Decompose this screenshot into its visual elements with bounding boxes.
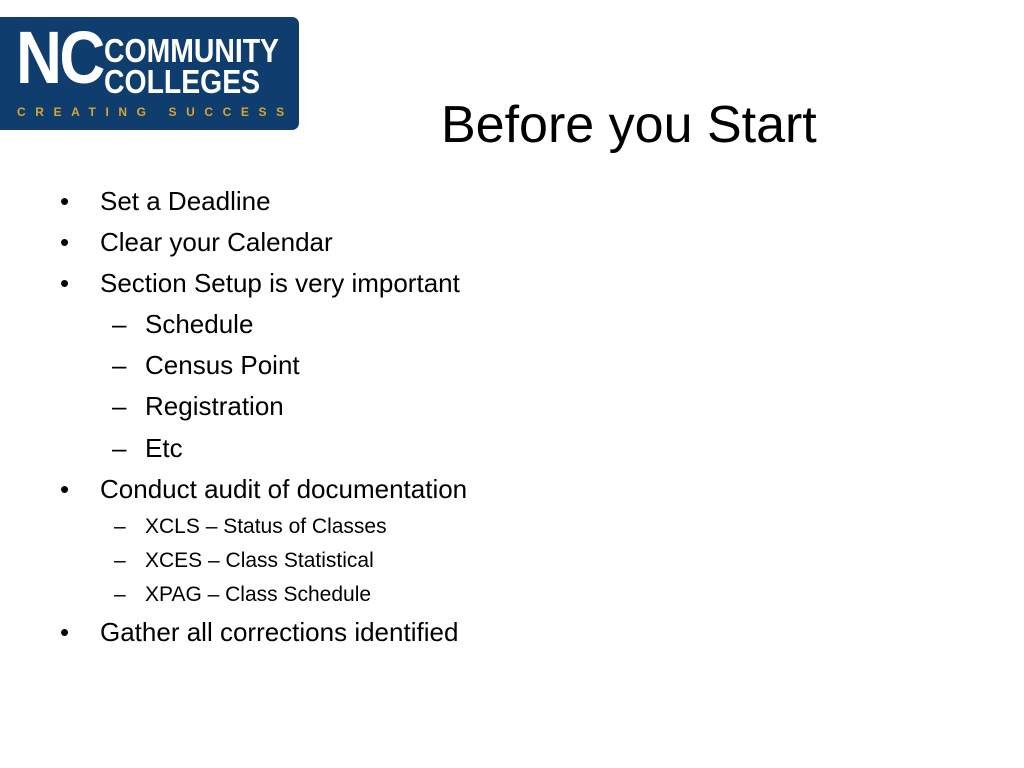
bullet-text: Section Setup is very important: [100, 268, 460, 298]
sub-bullet-item: [112, 308, 254, 340]
bullet-marker: •: [60, 186, 70, 216]
dash-marker: –: [112, 433, 127, 463]
sub-bullet-item: [114, 548, 374, 574]
sub-bullet-text: Registration: [145, 391, 284, 421]
bullet-marker: •: [60, 474, 70, 504]
sub-bullet-text: XCES – Class Statistical: [145, 549, 374, 572]
sub-bullet-text: Census Point: [145, 350, 300, 380]
sub-bullet-text: XPAG – Class Schedule: [145, 583, 372, 606]
bullet-item: [60, 185, 271, 217]
bullet-marker: •: [60, 268, 70, 298]
sub-bullet-item: [112, 349, 300, 381]
sub-bullet-item: [114, 514, 387, 540]
bullet-text: Gather all corrections identified: [100, 617, 459, 647]
sub-bullet-item: [112, 432, 183, 464]
sub-bullet-text: XCLS – Status of Classes: [145, 515, 387, 538]
slide-title: Before you Start: [441, 96, 817, 154]
logo-name-line1: COMMUNITY: [104, 32, 279, 69]
bullet-item: [60, 616, 459, 648]
bullet-item: [60, 226, 333, 258]
dash-marker: –: [114, 583, 126, 606]
bullet-text: Conduct audit of documentation: [100, 474, 468, 504]
dash-marker: –: [114, 515, 126, 538]
bullet-text: Clear your Calendar: [100, 227, 333, 257]
nc-community-colleges-logo: [0, 17, 299, 130]
sub-bullet-item: [114, 582, 372, 608]
logo-abbreviation: NC: [16, 16, 103, 99]
bullet-text: Set a Deadline: [100, 186, 271, 216]
logo-tagline: CREATING SUCCESS: [17, 105, 294, 119]
dash-marker: –: [112, 350, 127, 380]
bullet-marker: •: [60, 227, 70, 257]
dash-marker: –: [112, 309, 127, 339]
sub-bullet-text: Schedule: [145, 309, 254, 339]
dash-marker: –: [114, 549, 126, 572]
bullet-marker: •: [60, 617, 70, 647]
logo-name-line2: COLLEGES: [104, 63, 261, 100]
bullet-item: [60, 267, 460, 299]
sub-bullet-item: [112, 390, 284, 422]
sub-bullet-text: Etc: [145, 433, 183, 463]
dash-marker: –: [112, 391, 127, 421]
bullet-item: [60, 473, 468, 505]
